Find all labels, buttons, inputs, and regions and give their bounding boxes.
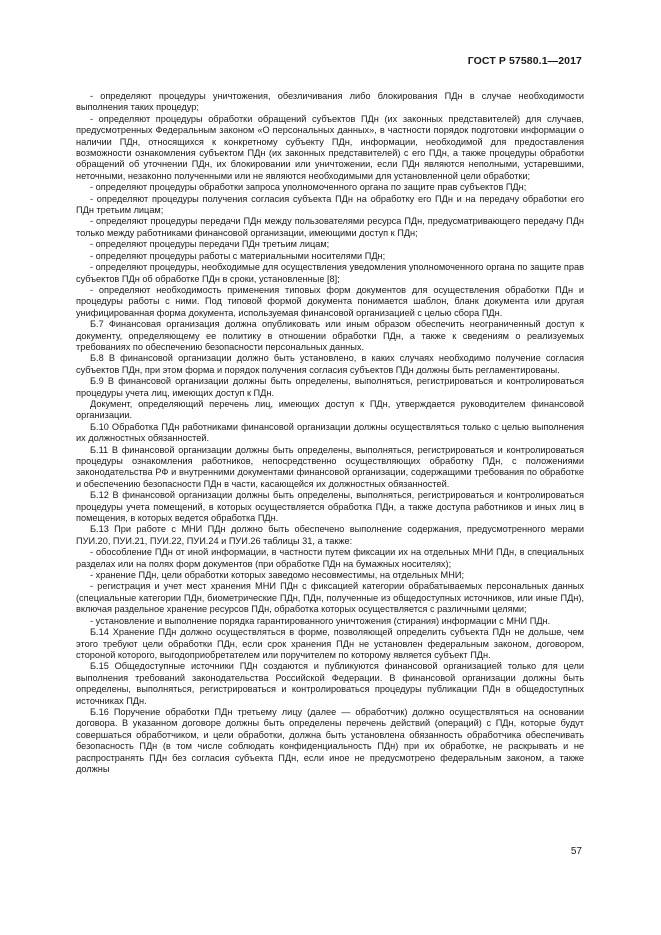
paragraph: - определяют процедуры передачи ПДн между пользователями ресурса ПДн, предусматривающего передачу ПДн только между работниками финансовой организации, имеющими доступ к ПДн; [76,216,584,238]
paragraph: - регистрация и учет мест хранения МНИ ПДн с фиксацией категории обрабатываемых персональных данных (специальные категории ПДн, биометрические ПДн, ПДн, полученные из общедоступных источников, или иные ПДн), включая раздельное хранение ресурсов ПДн, обработка которых осуществляется с различными целями; [76,581,584,615]
paragraph: - хранение ПДн, цели обработки которых заведомо несовместимы, на отдельных МНИ; [90,570,465,581]
paragraph: - определяют процедуры передачи ПДн третьим лицам; [90,239,330,250]
paragraph: Б.7 Финансовая организация должна опубликовать или иным образом обеспечить неограниченный доступ к документу, определяющему ее политику в отношении обработки ПДн, а также к сведениям о реализуемых требованиях по обеспечению безопасности персональных данных. [76,319,584,352]
paragraph: Б.9 В финансовой организации должны быть определены, выполняться, регистрироваться и контролироваться процедуры учета лиц, имеющих доступ к ПДн. [76,376,584,398]
paragraph: Документ, определяющий перечень лиц, имеющих доступ к ПДн, утверждается руководителем финансовой организации. [76,398,584,421]
paragraph: - определяют необходимость применения типовых форм документов для осуществления обработки ПДн и процедуры работы с ними. Под типовой формой документа понимается шаблон, бланк документа или другая унифицированная форма документа, используемая финансовой организацией с целью сбора ПДн. [76,284,584,318]
body-text [76,91,584,775]
paragraph: - определяют процедуры обработки запроса уполномоченного органа по защите прав субъектов ПДн; [90,182,527,193]
paragraph: - определяют процедуры получения согласия субъекта ПДн на обработку его ПДн и на передачу обработки его ПДн третьим лицам; [76,193,584,216]
paragraph: - определяют процедуры, необходимые для осуществления уведомления уполномоченного органа по защите прав субъектов ПДн об обработке ПДн в сроки, установленные [8]; [76,262,584,284]
paragraph: Б.8 В финансовой организации должно быть установлено, в каких случаях необходимо получение согласия субъектов ПДн, при этом форма и порядок получения согласия субъектов ПДн должны быть регламентированы. [76,353,584,375]
paragraph: Б.16 Поручение обработки ПДн третьему лицу (далее — обработчик) должно осуществляться на основании договора. В указанном договоре должны быть определены перечень действий (операций) с ПДн, которые будут совершаться обработчиком, и цели обработки, должна быть установлена обязанность обработчика обеспечивать безопасность ПДн (в том числе соблюдать конфиденциальность ПДн) при их обработке, не раскрывать и не распространять ПДн без согласия субъекта ПДн, если иное не предусмотрено федеральным законом, а также должны [76,706,584,774]
paragraph: Б.13 При работе с МНИ ПДн должно быть обеспечено выполнение содержания, предусмотренного мерами ПУИ.20, ПУИ.21, ПУИ.22, ПУИ.24 и ПУИ.26 таблицы 31, а также: [76,524,584,546]
paragraph: Б.15 Общедоступные источники ПДн создаются и публикуются финансовой организацией только для цели выполнения требований законодательства Российской Федерации. В финансовой организации должны быть определены, выполняться, регистрироваться и контролироваться процедуры публикации ПДн в общедоступных источниках ПДн. [76,661,584,706]
standard-header: ГОСТ Р 57580.1—2017 [467,55,582,67]
paragraph: Б.12 В финансовой организации должны быть определены, выполняться, регистрироваться и контролироваться процедуры учета помещений, в которых осуществляется обработка ПДн, а также доступа работников и иных лиц в помещения, в которых ведется обработка ПДн. [76,490,584,524]
paragraph: - определяют процедуры уничтожения, обезличивания либо блокирования ПДн в случае необходимости выполнения таких процедур; [76,91,584,113]
paragraph: Б.11 В финансовой организации должны быть определены, выполняться, регистрироваться и контролироваться процедуры ознакомления работников, непосредственно осуществляющих обработку ПДн, с положениями законодательства РФ и внутренними документами финансовой организации, содержащими требования по обработке и обеспечению безопасности ПДн в части, касающейся их должностных обязанностей. [76,444,584,489]
paragraph: - установление и выполнение порядка гарантированного уничтожения (стирания) информации с МНИ ПДн. [90,615,551,626]
paragraph: Б.10 Обработка ПДн работниками финансовой организации должны осуществляться только с целью выполнения их должностных обязанностей. [76,421,584,444]
paragraph: - обособление ПДн от иной информации, в частности путем фиксации их на отдельных МНИ ПДн, в специальных разделах или на полях форм документов (при обработке ПДн на бумажных носителях); [76,547,584,569]
paragraph: - определяют процедуры работы с материальными носителями ПДн; [90,250,386,261]
paragraph: - определяют процедуры обработки обращений субъектов ПДн (их законных представителей) для случаев, предусмотренных Федеральным законом «О персональных данных», в частности порядок подготовки информации о наличии ПДн, относящихся к конкретному субъекту ПДн, информации, необходимой для предоставления возможности ознакомления субъектом ПДн (их законных представителей) с его ПДн, а также процедуры обработки обращений об уточнении ПДн, их блокировании или уничтожении, если ПДн являются неполными, устаревшими, неточными, незаконно полученными или не являются необходимыми для установленной цели обработки; [76,113,584,181]
paragraph: Б.14 Хранение ПДн должно осуществляться в форме, позволяющей определить субъекта ПДн не дольше, чем этого требуют цели обработки ПДн, если срок хранения ПДн не установлен федеральным законом, договором, стороной которого, выгодоприобретателем или поручителем по которому является субъект ПДн. [76,627,584,660]
page-number: 57 [570,846,582,857]
